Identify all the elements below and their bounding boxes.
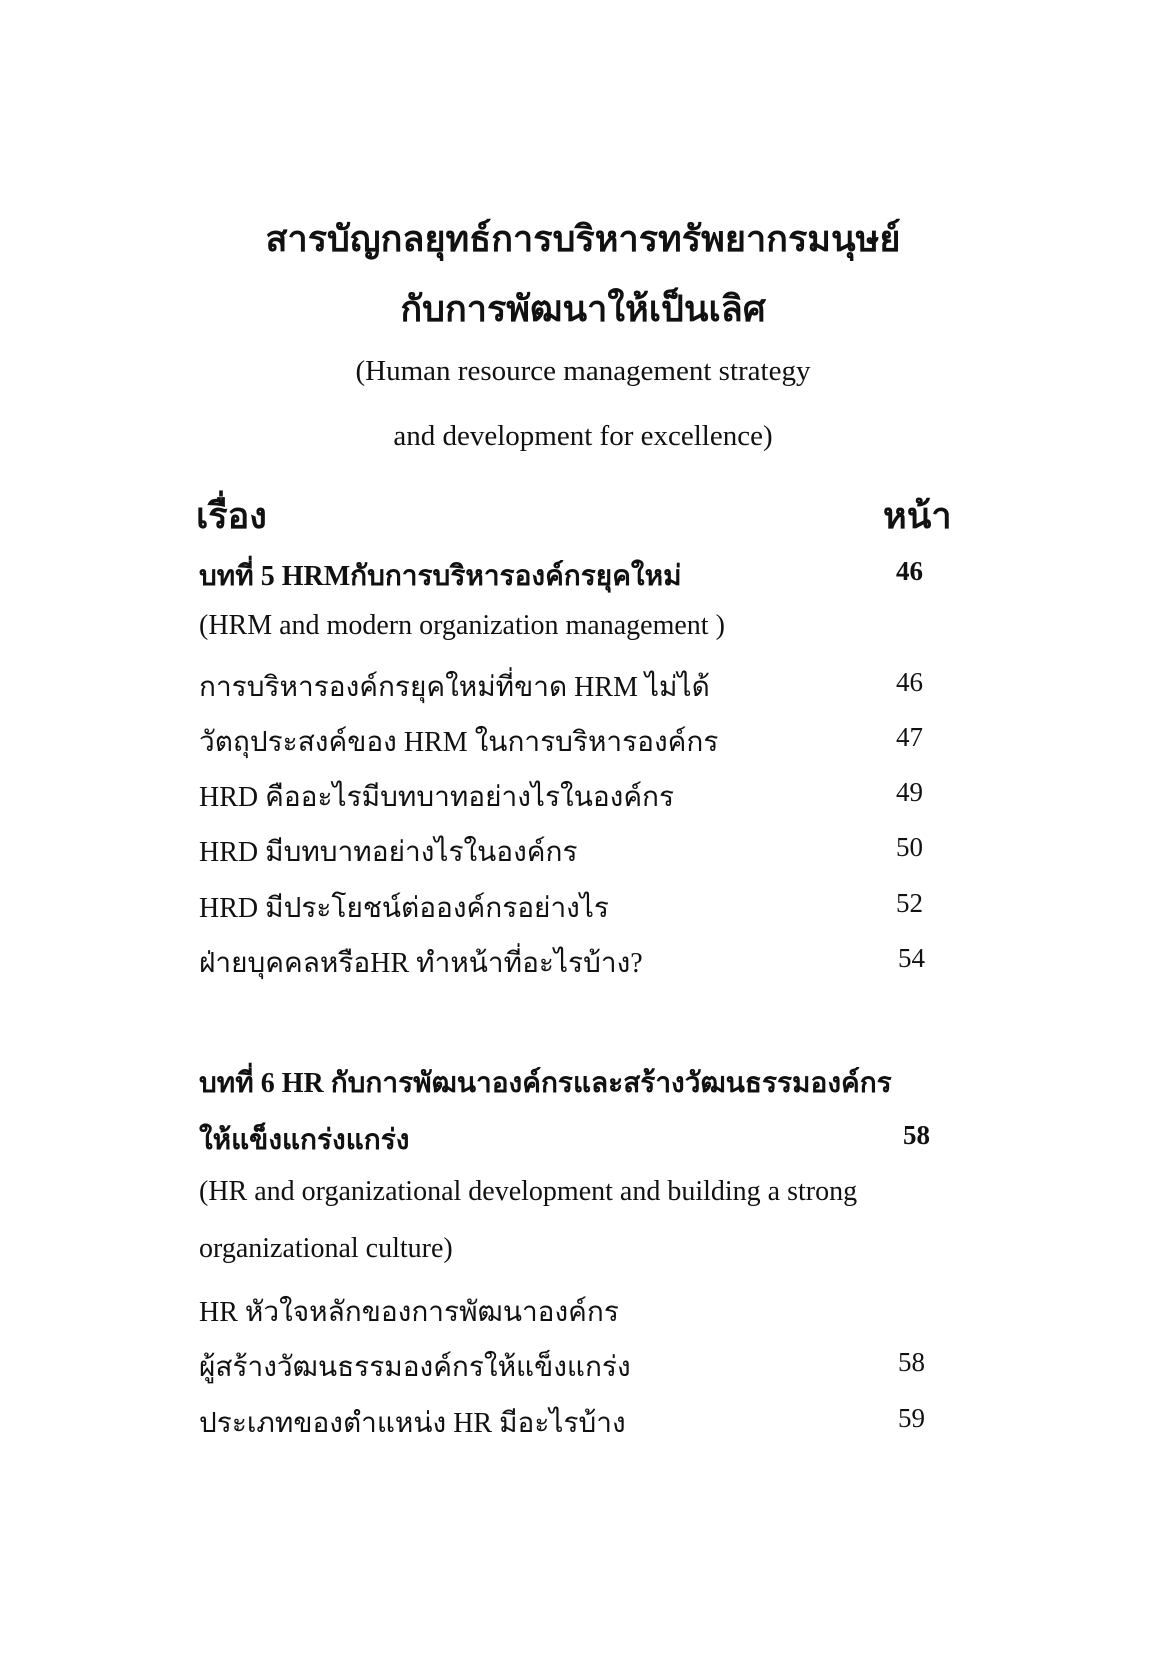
toc-entry-chapter-6-cont: ให้แข็งแกร่งแกร่ง [199, 1125, 410, 1156]
title-line-2: กับการพัฒนาให้เป็นเลิศ [400, 289, 766, 329]
title-line-1: สารบัญกลยุทธ์การบริหารทรัพยากรมนุษย์ [265, 219, 901, 259]
toc-entry: การบริหารองค์กรยุคใหม่ที่ขาด HRM ไม่ได้ [199, 672, 710, 703]
toc-entry: ฝ่ายบุคคลหรือHR ทำหน้าที่อะไรบ้าง? [199, 948, 643, 979]
toc-page-number: 58 [898, 1347, 925, 1377]
page-header: หน้า [883, 496, 952, 536]
toc-entry: วัตถุประสงค์ของ HRM ในการบริหารองค์กร [199, 727, 719, 758]
topic-header: เรื่อง [196, 496, 267, 536]
english-title-line-2: and development for excellence) [393, 420, 773, 452]
toc-page-number: 50 [896, 832, 923, 862]
english-title-line-1: (Human resource management strategy [355, 355, 811, 387]
toc-page-number: 46 [896, 556, 923, 586]
toc-page-number: 47 [896, 722, 923, 752]
toc-entry: HRD มีบทบาทอย่างไรในองค์กร [199, 837, 578, 868]
toc-entry: (HRM and modern organization management ) [199, 610, 725, 641]
toc-entry: ผู้สร้างวัฒนธรรมองค์กรให้แข็งแกร่ง [199, 1352, 631, 1383]
toc-page-number: 52 [896, 888, 923, 918]
toc-entry: ประเภทของตำแหน่ง HR มีอะไรบ้าง [199, 1408, 626, 1439]
toc-page-number: 58 [903, 1120, 930, 1150]
toc-entry: (HR and organizational development and building a strong [199, 1176, 858, 1207]
toc-entry: HR หัวใจหลักของการพัฒนาองค์กร [199, 1297, 619, 1328]
toc-page-number: 49 [896, 777, 923, 807]
toc-entry: HRD คืออะไรมีบทบาทอย่างไรในองค์กร [199, 782, 675, 813]
toc-page-number: 59 [898, 1403, 925, 1433]
toc-entry: HRD มีประโยชน์ต่อองค์กรอย่างไร [199, 893, 609, 924]
toc-entry: organizational culture) [199, 1233, 453, 1264]
toc-entry-chapter-5: บทที่ 5 HRMกับการบริหารองค์กรยุคใหม่ [199, 561, 682, 592]
toc-page-number: 54 [898, 943, 925, 973]
toc-page-number: 46 [896, 667, 923, 697]
toc-entry-chapter-6: บทที่ 6 HR กับการพัฒนาองค์กรและสร้างวัฒนธรรมองค์กร [199, 1068, 892, 1099]
